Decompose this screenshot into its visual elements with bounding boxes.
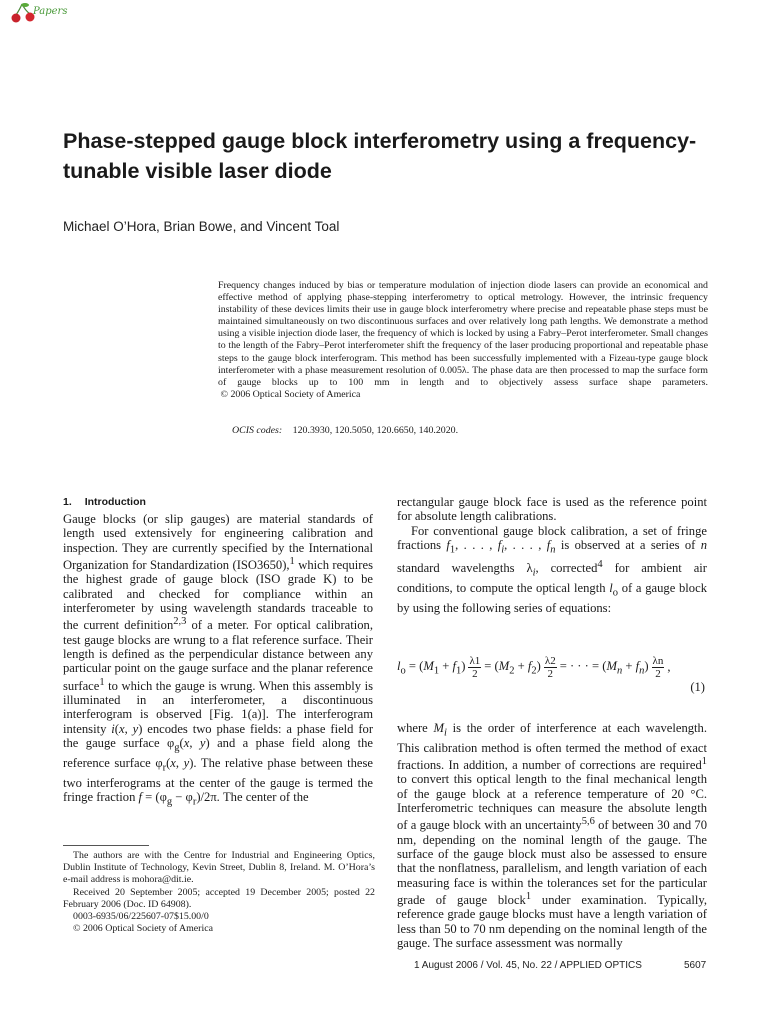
footnote-divider bbox=[63, 845, 149, 846]
equation-body: $l_o = (M_1 + f_1)$ $\frac{\lambda 1}{2}$ = $(M_2 + f_2)$ $\frac{\lambda 2}{2}$ = · · · = $(M_n + f_n)$ $\frac{\lambda n}{2}$ , bbox=[397, 654, 671, 680]
intro-paragraph-1-cont: rectangular gauge block face is used as the reference point for absolute length calibrations. bbox=[397, 495, 707, 524]
abstract-copyright: © 2006 Optical Society of America bbox=[220, 388, 361, 400]
intro-paragraph-1: Gauge blocks (or slip gauges) are material standards of length used extensively for engineering calibration and inspection. They are currently specified by the International Organization for Standardization (ISO3650),$^1$ which requires the highest grade of gauge block (ISO grade K) to be calibrated and checked for compliance within an interferometer by using wavelength standards traceable to the current definition$^{2,3}$ of a meter. For optical calibration, test gauge blocks are wrung to a flat reference surface. Their length is defined as the perpendicular distance between any particular point on the gauge surface and the planar reference surface$^1$ to which the gauge is wrung. When this assembly is illuminated in an interferometer, a discontinuous interferogram is observed [Fig. 1(a)]. The interferogram intensity i(x, y) encodes two phase fields: a phase field for the gauge surface $\varphi_g(x$, y) and a phase field along the reference surface $\varphi_r(x$, y). The relative phase between these two interferograms at the center of the gauge is termed the fringe fraction $f = (\varphi_g - \varphi_r)/2\pi$. The center of the bbox=[63, 512, 374, 808]
footnote-code: 0003-6935/06/225607-07$15.00/0 bbox=[73, 911, 209, 923]
ocis-values: 120.3930, 120.5050, 120.6650, 140.2020. bbox=[292, 425, 459, 436]
right-column bbox=[397, 495, 707, 950]
ocis-codes bbox=[232, 425, 458, 436]
fraction-den-2: 2 bbox=[547, 667, 554, 680]
abstract bbox=[218, 280, 708, 401]
intro-paragraph-2: For conventional gauge block calibration, a set of fringe fractions $f_1$, . . . , $f_i$, . . . , $f_n$ is observed at a series of n standard wavelengths $\lambda_i$, corrected$^4$ for ambient air conditions, to compute the optical length $l_o$ of a gauge block by using the following series of equations: bbox=[397, 523, 708, 615]
paper-title: Phase-stepped gauge block interferometry using a frequency-tunable visible laser diode bbox=[63, 129, 697, 183]
abstract-text: Frequency changes induced by bias or temperature modulation of injection diode lasers can provide an economical and effective method of applying phase-stepping interferometry to optical metrology. However, the intrinsic frequency instability of these devices limits their use in gauge block interferometry where precise and repeatable phase steps must be maintained simultaneously on two discontinuous surfaces and over relatively long path lengths. We demonstrate a method using a visible injection diode laser, the frequency of which is locked by using a Fabry–Perot interferometer. Small changes to the length of the Fabry–Perot interferometer shift the frequency of the laser producing proportional and repeatable phase steps to the gauge block interferogram. This method has been successfully implemented with a Fizeau-type gauge block interferometer with a phase measurement resolution of 0.005λ. The phase data are then processed to map the surface form of gauge blocks up to 100 mm in length and to objectively assess surface shape parameters. bbox=[218, 280, 708, 388]
paper-authors: Michael O’Hora, Brian Bowe, and Vincent Toal bbox=[63, 219, 340, 234]
left-column bbox=[63, 495, 373, 810]
section-title: Introduction bbox=[84, 496, 146, 508]
fraction-den-1: 2 bbox=[472, 667, 478, 680]
fraction-num-2: λ2 bbox=[544, 654, 556, 667]
footnotes bbox=[63, 850, 375, 935]
section-heading bbox=[63, 495, 373, 509]
section-number: 1. bbox=[63, 496, 72, 508]
footnote-received: Received 20 September 2005; accepted 19 December 2005; posted 22 February 2006 (Doc. ID 64908). bbox=[63, 886, 375, 910]
journal-footer: 1 August 2006 / Vol. 45, No. 22 / APPLIED OPTICS bbox=[414, 960, 642, 971]
fraction-num-1: λ1 bbox=[469, 654, 481, 667]
equation-number: (1) bbox=[690, 679, 705, 694]
equation-1 bbox=[397, 649, 707, 695]
fraction-num-n: λn bbox=[652, 654, 664, 667]
fraction-den-n: 2 bbox=[655, 667, 661, 680]
footnote-affiliation: The authors are with the Centre for Industrial and Engineering Optics, Dublin Institute of Technology, Kevin Street, Dublin 8, Ireland. M. O’Hora’s e-mail address is mohora@dit.ie. bbox=[63, 850, 375, 886]
footnote-copyright: © 2006 Optical Society of America bbox=[73, 923, 213, 935]
page-number: 5607 bbox=[684, 960, 707, 971]
logo-text: Papers bbox=[33, 6, 68, 17]
intro-paragraph-3: where $M_i$ is the order of interference at each wavelength. This calibration method is often termed the method of exact fractions. In addition, a number of corrections are required$^1$ to convert this optical length to the final mechanical length of the gauge block at a reference temperature of 20 °C. Interferometric techniques can measure the absolute length of a gauge block with an uncertainty$^{5,6}$ of between 30 and 70 nm, depending on the nominal length of the gauge. The surface of the gauge block must also be assessed to ensure that the nonflatness, parallelism, and length variation of each measuring face is within the tolerances set for the particular grade of gauge block$^1$ under examination. Typically, reference grade gauge blocks must have a length variation of less than 50 to 70 nm depending on the nominal length of the gauge. The surface assessment was normally bbox=[397, 720, 708, 951]
ocis-label: OCIS codes: bbox=[232, 425, 283, 436]
